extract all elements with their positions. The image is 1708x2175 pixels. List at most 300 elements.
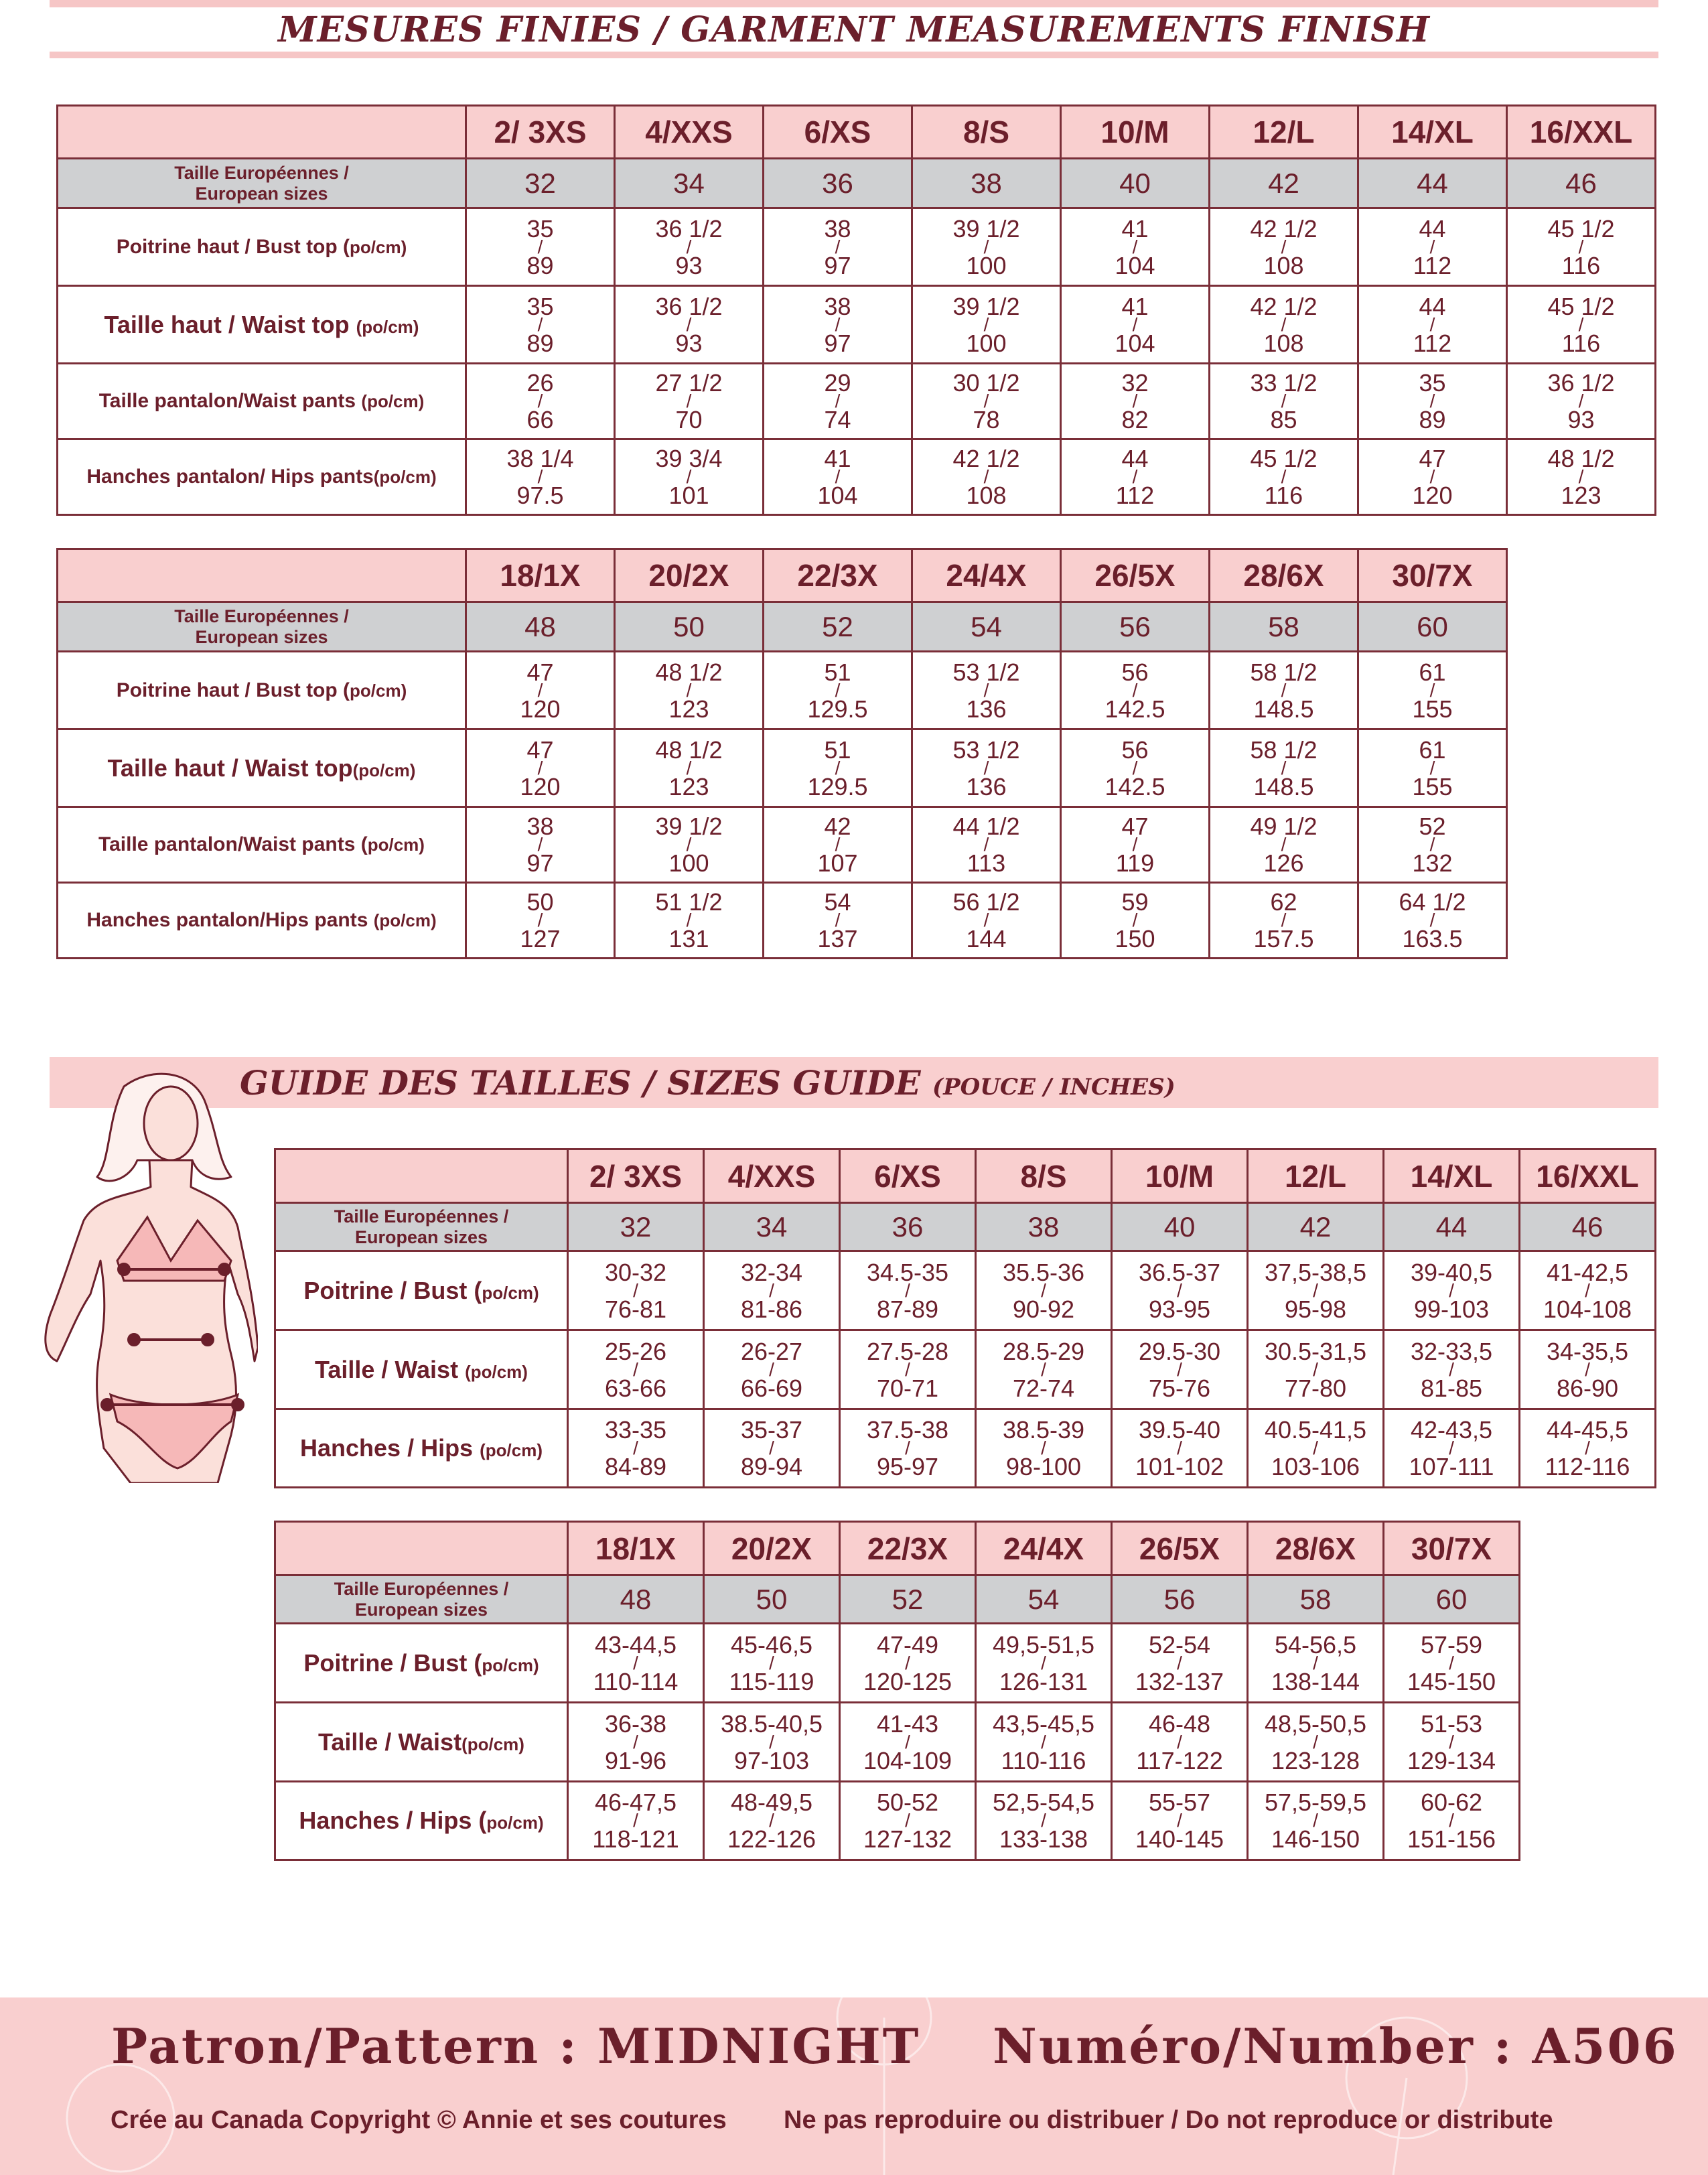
size-label: 12/L (1248, 1149, 1384, 1203)
cm-value: 86-90 (1556, 1374, 1619, 1402)
cm-value: 97-103 (733, 1746, 810, 1774)
separator: / (1177, 1731, 1182, 1752)
european-size: 46 (1507, 159, 1656, 208)
row-label-unit: (po/cm) (465, 1361, 528, 1382)
inches-value: 44 (1419, 214, 1446, 242)
size-label: 16/XXL (1520, 1149, 1656, 1203)
row-label-unit: po/cm) (350, 236, 407, 257)
inches-value: 30-32 (604, 1258, 667, 1286)
cm-value: 148.5 (1253, 695, 1314, 723)
measurement-cell (1248, 1703, 1384, 1782)
reproduction-notice: Ne pas reproduire ou distribuer / Do not reproduce or distribute (784, 2106, 1553, 2134)
inches-value: 50-52 (876, 1788, 939, 1816)
inches-value: 59 (1121, 888, 1149, 916)
measurement-cell (1358, 364, 1507, 439)
cm-value: 123 (668, 772, 709, 800)
european-sizes-label-fr: Taille Européennes / (174, 162, 349, 183)
measurement-cell (568, 1330, 704, 1409)
cm-value: 116 (1264, 482, 1303, 509)
inches-value: 54-56,5 (1274, 1630, 1357, 1659)
european-size: 32 (568, 1203, 704, 1251)
size-label: 4/XXS (615, 106, 764, 159)
separator: / (1585, 1279, 1590, 1301)
european-size: 44 (1384, 1203, 1520, 1251)
cm-value: 97 (824, 251, 851, 279)
measurement-cell (1210, 439, 1358, 515)
separator: / (1041, 1358, 1046, 1380)
measurement-cell (466, 286, 615, 364)
separator: / (983, 466, 989, 487)
cm-value: 95-97 (876, 1453, 939, 1480)
measurement-cell (764, 364, 912, 439)
size-label: 30/7X (1384, 1522, 1520, 1575)
measurement-row (275, 1330, 1656, 1409)
measurement-row (275, 1782, 1520, 1860)
separator: / (1132, 236, 1138, 257)
cm-value: 126-131 (999, 1667, 1088, 1695)
separator: / (1313, 1279, 1318, 1301)
european-sizes-label-en: European sizes (195, 183, 328, 204)
separator: / (537, 313, 543, 335)
inches-value: 38.5-39 (1002, 1416, 1085, 1444)
row-label (275, 1624, 568, 1703)
cm-value: 132-137 (1135, 1667, 1224, 1695)
separator: / (1429, 313, 1435, 335)
cm-value: 119 (1115, 849, 1155, 877)
european-size: 38 (976, 1203, 1112, 1251)
measurement-cell (1112, 1251, 1248, 1330)
finished-table-2 (56, 548, 1508, 959)
size-guide-title: GUIDE DES TAILLES / SIZES GUIDE (POUCE / INCHES) (240, 1063, 1176, 1103)
separator: / (905, 1279, 910, 1301)
separator: / (1578, 313, 1584, 335)
measurement-cell (1248, 1782, 1384, 1860)
measurement-cell (1061, 286, 1210, 364)
cm-value: 89 (526, 251, 554, 279)
cm-value: 66 (526, 406, 554, 433)
measurement-cell (1384, 1782, 1520, 1860)
inches-value: 41 (1121, 292, 1149, 320)
separator: / (537, 466, 543, 487)
cm-value: 85 (1270, 406, 1297, 433)
measurement-cell (1210, 364, 1358, 439)
separator: / (905, 1437, 910, 1458)
separator: / (537, 834, 543, 855)
row-label-unit: po/cm) (350, 680, 407, 701)
body-figure (37, 1060, 258, 1483)
inches-value: 50 (526, 888, 554, 916)
inches-value: 32 (1121, 369, 1149, 397)
separator: / (983, 391, 989, 411)
cm-value: 91-96 (604, 1746, 667, 1774)
measurement-row (58, 439, 1656, 515)
size-label: 18/1X (568, 1522, 704, 1575)
cm-value: 72-74 (1012, 1374, 1075, 1402)
cm-value: 70-71 (876, 1374, 939, 1402)
row-label-text: Poitrine / Bust ( (303, 1648, 482, 1677)
inches-value: 26 (526, 369, 554, 397)
measurement-cell (466, 807, 615, 883)
measurement-cell (615, 807, 764, 883)
inches-value: 55-57 (1148, 1788, 1211, 1816)
cm-value: 157.5 (1253, 925, 1314, 953)
european-size: 54 (912, 602, 1061, 652)
measurement-cell (1507, 208, 1656, 286)
separator: / (769, 1358, 774, 1380)
measurement-row (58, 883, 1507, 959)
row-label-text: Hanches pantalon/Hips pants (86, 909, 374, 931)
inches-value: 37,5-38,5 (1264, 1258, 1367, 1286)
cm-value: 95-98 (1284, 1295, 1347, 1323)
measurement-cell (1520, 1409, 1656, 1488)
cm-value: 84-89 (604, 1453, 667, 1480)
measurement-cell (1061, 208, 1210, 286)
inches-value: 61 (1419, 735, 1446, 764)
inches-value: 44 (1419, 292, 1446, 320)
inches-value: 27.5-28 (866, 1337, 949, 1365)
cm-value: 93 (675, 251, 703, 279)
measurement-cell (466, 652, 615, 729)
separator: / (1132, 757, 1138, 778)
separator: / (633, 1810, 638, 1831)
measurement-cell (840, 1782, 976, 1860)
inches-value: 53 1/2 (952, 735, 1020, 764)
measurement-cell (1358, 883, 1507, 959)
european-size: 56 (1061, 602, 1210, 652)
measurement-cell (1210, 286, 1358, 364)
cm-value: 93 (675, 329, 703, 357)
inches-value: 39-40,5 (1410, 1258, 1493, 1286)
european-size: 58 (1248, 1575, 1384, 1624)
separator: / (1578, 236, 1584, 257)
inches-value: 48 1/2 (655, 658, 723, 686)
cm-value: 133-138 (999, 1825, 1088, 1853)
cm-value: 155 (1412, 695, 1453, 723)
row-label-unit: (po/cm) (352, 760, 416, 780)
inches-value: 46-48 (1148, 1709, 1211, 1738)
separator: / (1585, 1358, 1590, 1380)
european-size: 50 (704, 1575, 840, 1624)
measurement-cell (764, 652, 912, 729)
cm-value: 89 (1419, 406, 1446, 433)
separator: / (1429, 236, 1435, 257)
separator: / (1132, 834, 1138, 855)
european-size: 60 (1358, 602, 1507, 652)
measurement-row (275, 1624, 1520, 1703)
european-sizes-label-fr: Taille Européennes / (334, 1578, 509, 1599)
header-corner (58, 106, 466, 159)
inches-value: 43,5-45,5 (992, 1709, 1095, 1738)
measurement-cell (704, 1409, 840, 1488)
cm-value: 116 (1561, 251, 1601, 279)
separator: / (537, 679, 543, 701)
inches-value: 51-53 (1420, 1709, 1483, 1738)
cm-value: 146-150 (1271, 1825, 1360, 1853)
inches-value: 64 1/2 (1399, 888, 1466, 916)
european-sizes-label (58, 159, 466, 208)
inches-value: 42 1/2 (1250, 292, 1318, 320)
measurement-cell (1358, 807, 1507, 883)
size-header-row (58, 106, 1656, 159)
separator: / (686, 313, 692, 335)
measurement-row (58, 652, 1507, 729)
cm-value: 97 (824, 329, 851, 357)
inches-value: 34-35,5 (1546, 1337, 1629, 1365)
inches-value: 45 1/2 (1250, 445, 1318, 472)
row-label-text: Taille haut / Waist top (107, 754, 353, 782)
separator: / (905, 1810, 910, 1831)
measurement-cell (976, 1624, 1112, 1703)
cm-value: 93 (1567, 406, 1595, 433)
inches-value: 43-44,5 (594, 1630, 677, 1659)
separator: / (1041, 1279, 1046, 1301)
cm-value: 81-85 (1420, 1374, 1483, 1402)
measurement-cell (1384, 1251, 1520, 1330)
row-label-text: Hanches pantalon/ Hips pants (86, 466, 374, 488)
cm-value: 101-102 (1135, 1453, 1224, 1480)
inches-value: 47 (526, 735, 554, 764)
separator: / (1429, 834, 1435, 855)
cm-value: 136 (966, 695, 1007, 723)
measurement-cell (912, 652, 1061, 729)
cm-value: 112 (1115, 482, 1155, 509)
separator: / (1041, 1437, 1046, 1458)
cm-value: 101 (668, 482, 709, 509)
measurement-cell (704, 1782, 840, 1860)
measurement-cell (1061, 729, 1210, 807)
separator: / (633, 1437, 638, 1458)
european-size: 58 (1210, 602, 1358, 652)
inches-value: 29.5-30 (1138, 1337, 1221, 1365)
inches-value: 46-47,5 (594, 1788, 677, 1816)
cm-value: 126 (1263, 849, 1304, 877)
separator: / (633, 1652, 638, 1673)
inches-value: 42 1/2 (1250, 214, 1318, 242)
inches-value: 38 (526, 813, 554, 840)
row-label-text: Taille haut / Waist top (104, 310, 356, 338)
european-size: 40 (1112, 1203, 1248, 1251)
european-size-row (58, 602, 1507, 652)
separator: / (1429, 391, 1435, 411)
row-label-text: Taille pantalon/Waist pants ( (98, 833, 368, 855)
size-label: 2/ 3XS (568, 1149, 704, 1203)
size-label: 14/XL (1358, 106, 1507, 159)
measurement-cell (1210, 883, 1358, 959)
separator: / (1449, 1437, 1454, 1458)
measurement-cell (1384, 1409, 1520, 1488)
separator: / (1449, 1358, 1454, 1380)
european-sizes-label-en: European sizes (195, 626, 328, 647)
separator: / (983, 910, 989, 930)
european-size: 38 (912, 159, 1061, 208)
cm-value: 123 (1561, 482, 1602, 509)
size-label: 18/1X (466, 549, 615, 602)
size-label: 16/XXL (1507, 106, 1656, 159)
inches-value: 36 1/2 (1547, 369, 1615, 397)
separator: / (1281, 236, 1287, 257)
header-corner (275, 1522, 568, 1575)
separator: / (835, 757, 841, 778)
inches-value: 36.5-37 (1138, 1258, 1221, 1286)
european-size: 52 (764, 602, 912, 652)
size-guide-table-1 (274, 1148, 1656, 1488)
inches-value: 45-46,5 (730, 1630, 813, 1659)
separator: / (835, 313, 841, 335)
cm-value: 81-86 (740, 1295, 803, 1323)
separator: / (633, 1279, 638, 1301)
cm-value: 100 (668, 849, 709, 877)
pattern-number: Numéro/Number : A506 (993, 2018, 1679, 2075)
row-label-unit: (po/cm) (373, 910, 437, 930)
measurement-cell (1520, 1251, 1656, 1330)
title-rule (50, 52, 1658, 58)
measurement-cell (840, 1330, 976, 1409)
measurement-cell (568, 1782, 704, 1860)
inches-value: 30.5-31,5 (1264, 1337, 1367, 1365)
cm-value: 131 (668, 925, 709, 953)
separator: / (905, 1652, 910, 1673)
size-label: 4/XXS (704, 1149, 840, 1203)
measurement-cell (1061, 439, 1210, 515)
measurement-cell (615, 652, 764, 729)
row-label (58, 729, 466, 807)
measurement-cell (1507, 439, 1656, 515)
cm-value: 120 (1412, 482, 1453, 509)
size-label: 28/6X (1210, 549, 1358, 602)
size-label: 6/XS (764, 106, 912, 159)
inches-value: 41-43 (876, 1709, 939, 1738)
cm-value: 136 (966, 772, 1007, 800)
inches-value: 45 1/2 (1547, 292, 1615, 320)
measurement-cell (1061, 652, 1210, 729)
row-label-text: Taille / Waist (318, 1728, 462, 1756)
cm-value: 107 (817, 849, 858, 877)
size-label: 26/5X (1112, 1522, 1248, 1575)
row-label-unit: (po/cm) (361, 391, 425, 411)
cm-value: 122-126 (727, 1825, 816, 1853)
cm-value: 75-76 (1148, 1374, 1211, 1402)
measurement-cell (912, 807, 1061, 883)
european-size: 48 (568, 1575, 704, 1624)
separator: / (1132, 679, 1138, 701)
separator: / (1132, 313, 1138, 335)
separator: / (1449, 1279, 1454, 1301)
cm-value: 99-103 (1413, 1295, 1490, 1323)
measurement-cell (1520, 1330, 1656, 1409)
row-label-unit: (po/cm) (373, 467, 437, 487)
measurement-row (58, 807, 1507, 883)
measurement-cell (704, 1703, 840, 1782)
inches-value: 28.5-29 (1002, 1337, 1085, 1365)
cm-value: 129.5 (807, 772, 868, 800)
separator: / (686, 834, 692, 855)
measurement-cell (568, 1251, 704, 1330)
measurement-cell (912, 208, 1061, 286)
separator: / (1313, 1731, 1318, 1752)
cm-value: 93-95 (1148, 1295, 1211, 1323)
measurement-cell (568, 1624, 704, 1703)
inches-value: 45 1/2 (1547, 214, 1615, 242)
separator: / (1177, 1810, 1182, 1831)
size-label: 24/4X (976, 1522, 1112, 1575)
separator: / (1313, 1437, 1318, 1458)
cm-value: 63-66 (604, 1374, 667, 1402)
separator: / (769, 1279, 774, 1301)
separator: / (1132, 466, 1138, 487)
separator: / (1041, 1652, 1046, 1673)
inches-value: 61 (1419, 658, 1446, 686)
inches-value: 57-59 (1420, 1630, 1483, 1659)
cm-value: 100 (966, 329, 1007, 357)
size-header-row (275, 1522, 1520, 1575)
cm-value: 97 (526, 849, 554, 877)
measurement-cell (976, 1330, 1112, 1409)
inches-value: 48-49,5 (730, 1788, 813, 1816)
size-header-row (275, 1149, 1656, 1203)
inches-value: 38.5-40,5 (720, 1709, 823, 1738)
measurement-cell (912, 729, 1061, 807)
measurement-cell (704, 1330, 840, 1409)
size-guide-subtitle: (POUCE / INCHES) (932, 1074, 1176, 1101)
size-label: 6/XS (840, 1149, 976, 1203)
row-label (275, 1782, 568, 1860)
row-label-text: Poitrine haut / Bust top ( (116, 679, 350, 701)
separator: / (1281, 910, 1287, 930)
separator: / (1281, 679, 1287, 701)
inches-value: 35-37 (740, 1416, 803, 1444)
cm-value: 118-121 (592, 1825, 679, 1853)
european-size: 54 (976, 1575, 1112, 1624)
cm-value: 89 (526, 329, 554, 357)
separator: / (1281, 391, 1287, 411)
cm-value: 140-145 (1135, 1825, 1224, 1853)
european-size: 56 (1112, 1575, 1248, 1624)
top-rule (50, 0, 1658, 7)
inches-value: 41 (824, 445, 851, 472)
size-label: 8/S (912, 106, 1061, 159)
cm-value: 108 (966, 482, 1007, 509)
separator: / (1429, 757, 1435, 778)
size-label: 8/S (976, 1149, 1112, 1203)
separator: / (1281, 757, 1287, 778)
european-sizes-label-fr: Taille Européennes / (334, 1206, 509, 1226)
measurement-cell (615, 208, 764, 286)
separator: / (537, 236, 543, 257)
inches-value: 47 (526, 658, 554, 686)
separator: / (1313, 1810, 1318, 1831)
cm-value: 104 (1115, 329, 1155, 357)
european-size: 50 (615, 602, 764, 652)
inches-value: 42 1/2 (952, 445, 1020, 472)
measurement-cell (764, 439, 912, 515)
inches-value: 32-33,5 (1410, 1337, 1493, 1365)
measurement-cell (1384, 1330, 1520, 1409)
row-label (275, 1409, 568, 1488)
size-label: 30/7X (1358, 549, 1507, 602)
measurement-cell (840, 1624, 976, 1703)
inches-value: 49,5-51,5 (992, 1630, 1095, 1659)
separator: / (686, 679, 692, 701)
measurement-cell (1061, 364, 1210, 439)
copyright: Crée au Canada Copyright © Annie et ses coutures (111, 2106, 727, 2134)
inches-value: 51 (824, 735, 851, 764)
inches-value: 41 (1121, 214, 1149, 242)
cm-value: 104 (817, 482, 858, 509)
measurement-cell (1358, 729, 1507, 807)
separator: / (769, 1810, 774, 1831)
separator: / (1449, 1652, 1454, 1673)
measurement-cell (764, 286, 912, 364)
